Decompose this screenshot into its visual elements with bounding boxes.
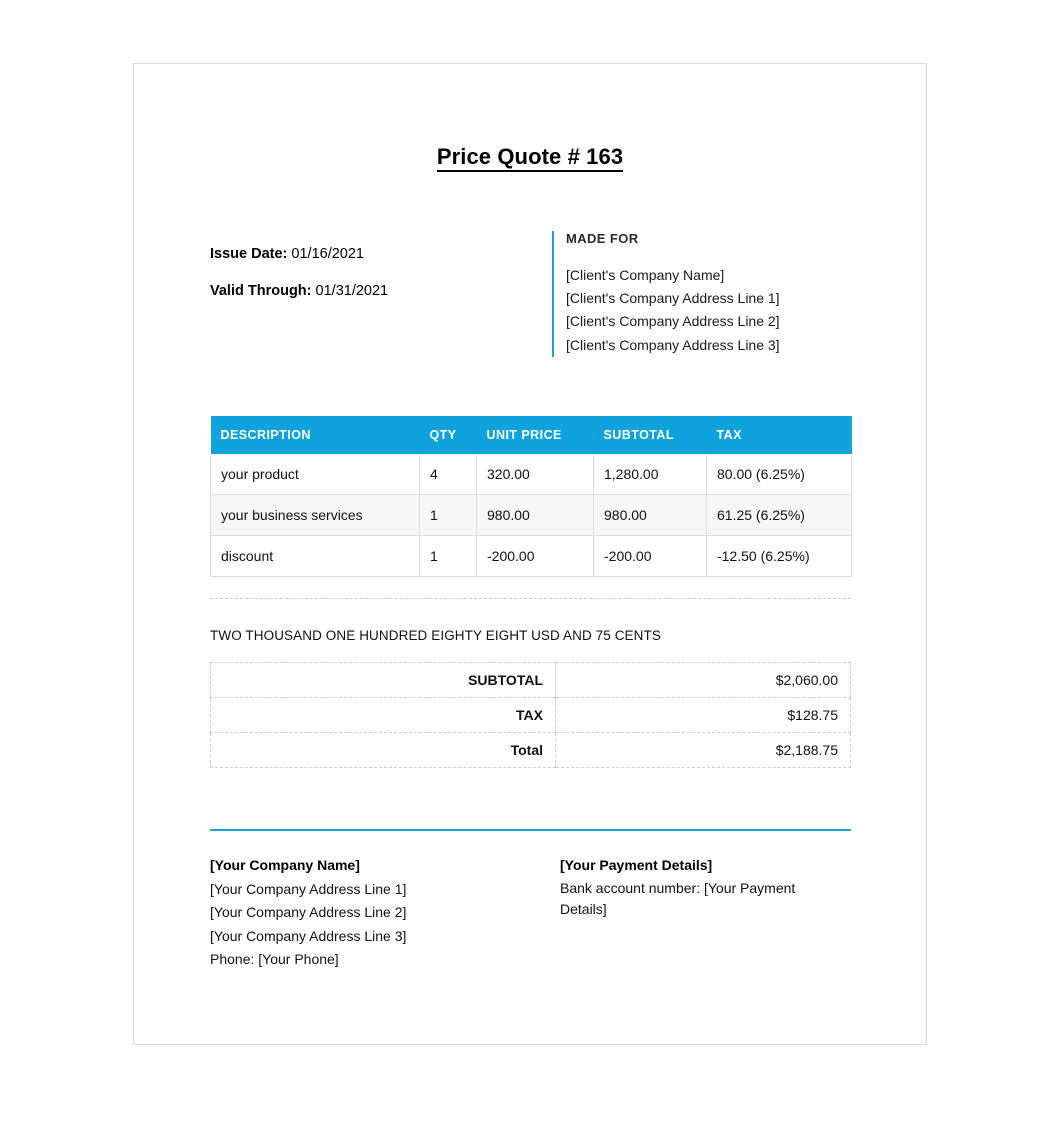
- valid-through-label: Valid Through:: [210, 282, 312, 299]
- column-header-subtotal: SUBTOTAL: [594, 416, 707, 454]
- totals-row-tax: [211, 698, 851, 733]
- cell-qty: 1: [420, 495, 477, 536]
- footer-divider: [210, 829, 851, 831]
- document-footer: [210, 854, 855, 972]
- column-header-tax: TAX: [707, 416, 852, 454]
- client-address-line-3: [Client's Company Address Line 3]: [566, 336, 780, 353]
- company-phone: Phone: [Your Phone]: [210, 951, 339, 967]
- valid-through-value: 01/31/2021: [315, 282, 389, 299]
- amount-in-words: TWO THOUSAND ONE HUNDRED EIGHTY EIGHT USD AND 75 CENTS: [210, 628, 661, 643]
- cell-description: your business services: [211, 495, 420, 536]
- totals-label-total: Total: [211, 733, 556, 768]
- page-title: [134, 144, 926, 170]
- column-header-qty: QTY: [420, 416, 477, 454]
- cell-subtotal: 1,280.00: [594, 454, 707, 495]
- cell-description: discount: [211, 536, 420, 577]
- cell-qty: 1: [420, 536, 477, 577]
- column-header-description: DESCRIPTION: [211, 416, 420, 454]
- quote-meta: [210, 247, 510, 300]
- cell-subtotal: -200.00: [594, 536, 707, 577]
- table-row: [211, 536, 852, 577]
- footer-payment-block: [560, 854, 840, 972]
- quote-document-page: [133, 63, 927, 1045]
- cell-qty: 4: [420, 454, 477, 495]
- totals-value-total: $2,188.75: [556, 733, 851, 768]
- cell-unit-price: 320.00: [477, 454, 594, 495]
- valid-through-row: [210, 284, 510, 300]
- cell-subtotal: 980.00: [594, 495, 707, 536]
- cell-tax: -12.50 (6.25%): [707, 536, 852, 577]
- totals-value-subtotal: $2,060.00: [556, 663, 851, 698]
- table-row: [211, 454, 852, 495]
- totals-row-total: [211, 733, 851, 768]
- cell-unit-price: -200.00: [477, 536, 594, 577]
- totals-label-tax: TAX: [211, 698, 556, 733]
- column-header-unit-price: UNIT PRICE: [477, 416, 594, 454]
- company-address-line-1: [Your Company Address Line 1]: [210, 880, 407, 897]
- section-divider: [210, 598, 851, 599]
- table-row: [211, 495, 852, 536]
- totals-label-subtotal: SUBTOTAL: [211, 663, 556, 698]
- issue-date-row: [210, 247, 510, 263]
- payment-bank-account: Bank account number: [Your Payment Details]: [560, 879, 796, 917]
- table-header-row: [211, 416, 852, 454]
- issue-date-label: Issue Date:: [210, 246, 288, 262]
- client-address-line-2: [Client's Company Address Line 2]: [566, 313, 780, 330]
- client-address-line-1: [Client's Company Address Line 1]: [566, 290, 780, 307]
- line-items-table: [210, 416, 852, 577]
- payment-details-heading: [Your Payment Details]: [560, 857, 713, 873]
- made-for-heading: MADE FOR: [566, 231, 639, 246]
- cell-tax: 80.00 (6.25%): [707, 454, 852, 495]
- company-name: [Your Company Name]: [210, 857, 360, 873]
- cell-unit-price: 980.00: [477, 495, 594, 536]
- cell-tax: 61.25 (6.25%): [707, 495, 852, 536]
- client-company-name: [Client's Company Name]: [566, 267, 725, 283]
- totals-value-tax: $128.75: [556, 698, 851, 733]
- company-address-line-2: [Your Company Address Line 2]: [210, 904, 407, 920]
- issue-date-value: 01/16/2021: [291, 246, 364, 262]
- footer-company-block: [210, 854, 560, 972]
- totals-row-subtotal: [211, 663, 851, 698]
- totals-table: [210, 662, 851, 768]
- made-for-block: [552, 231, 882, 357]
- cell-description: your product: [211, 454, 420, 495]
- page-title-text: Price Quote # 163: [437, 144, 623, 172]
- company-address-line-3: [Your Company Address Line 3]: [210, 927, 407, 944]
